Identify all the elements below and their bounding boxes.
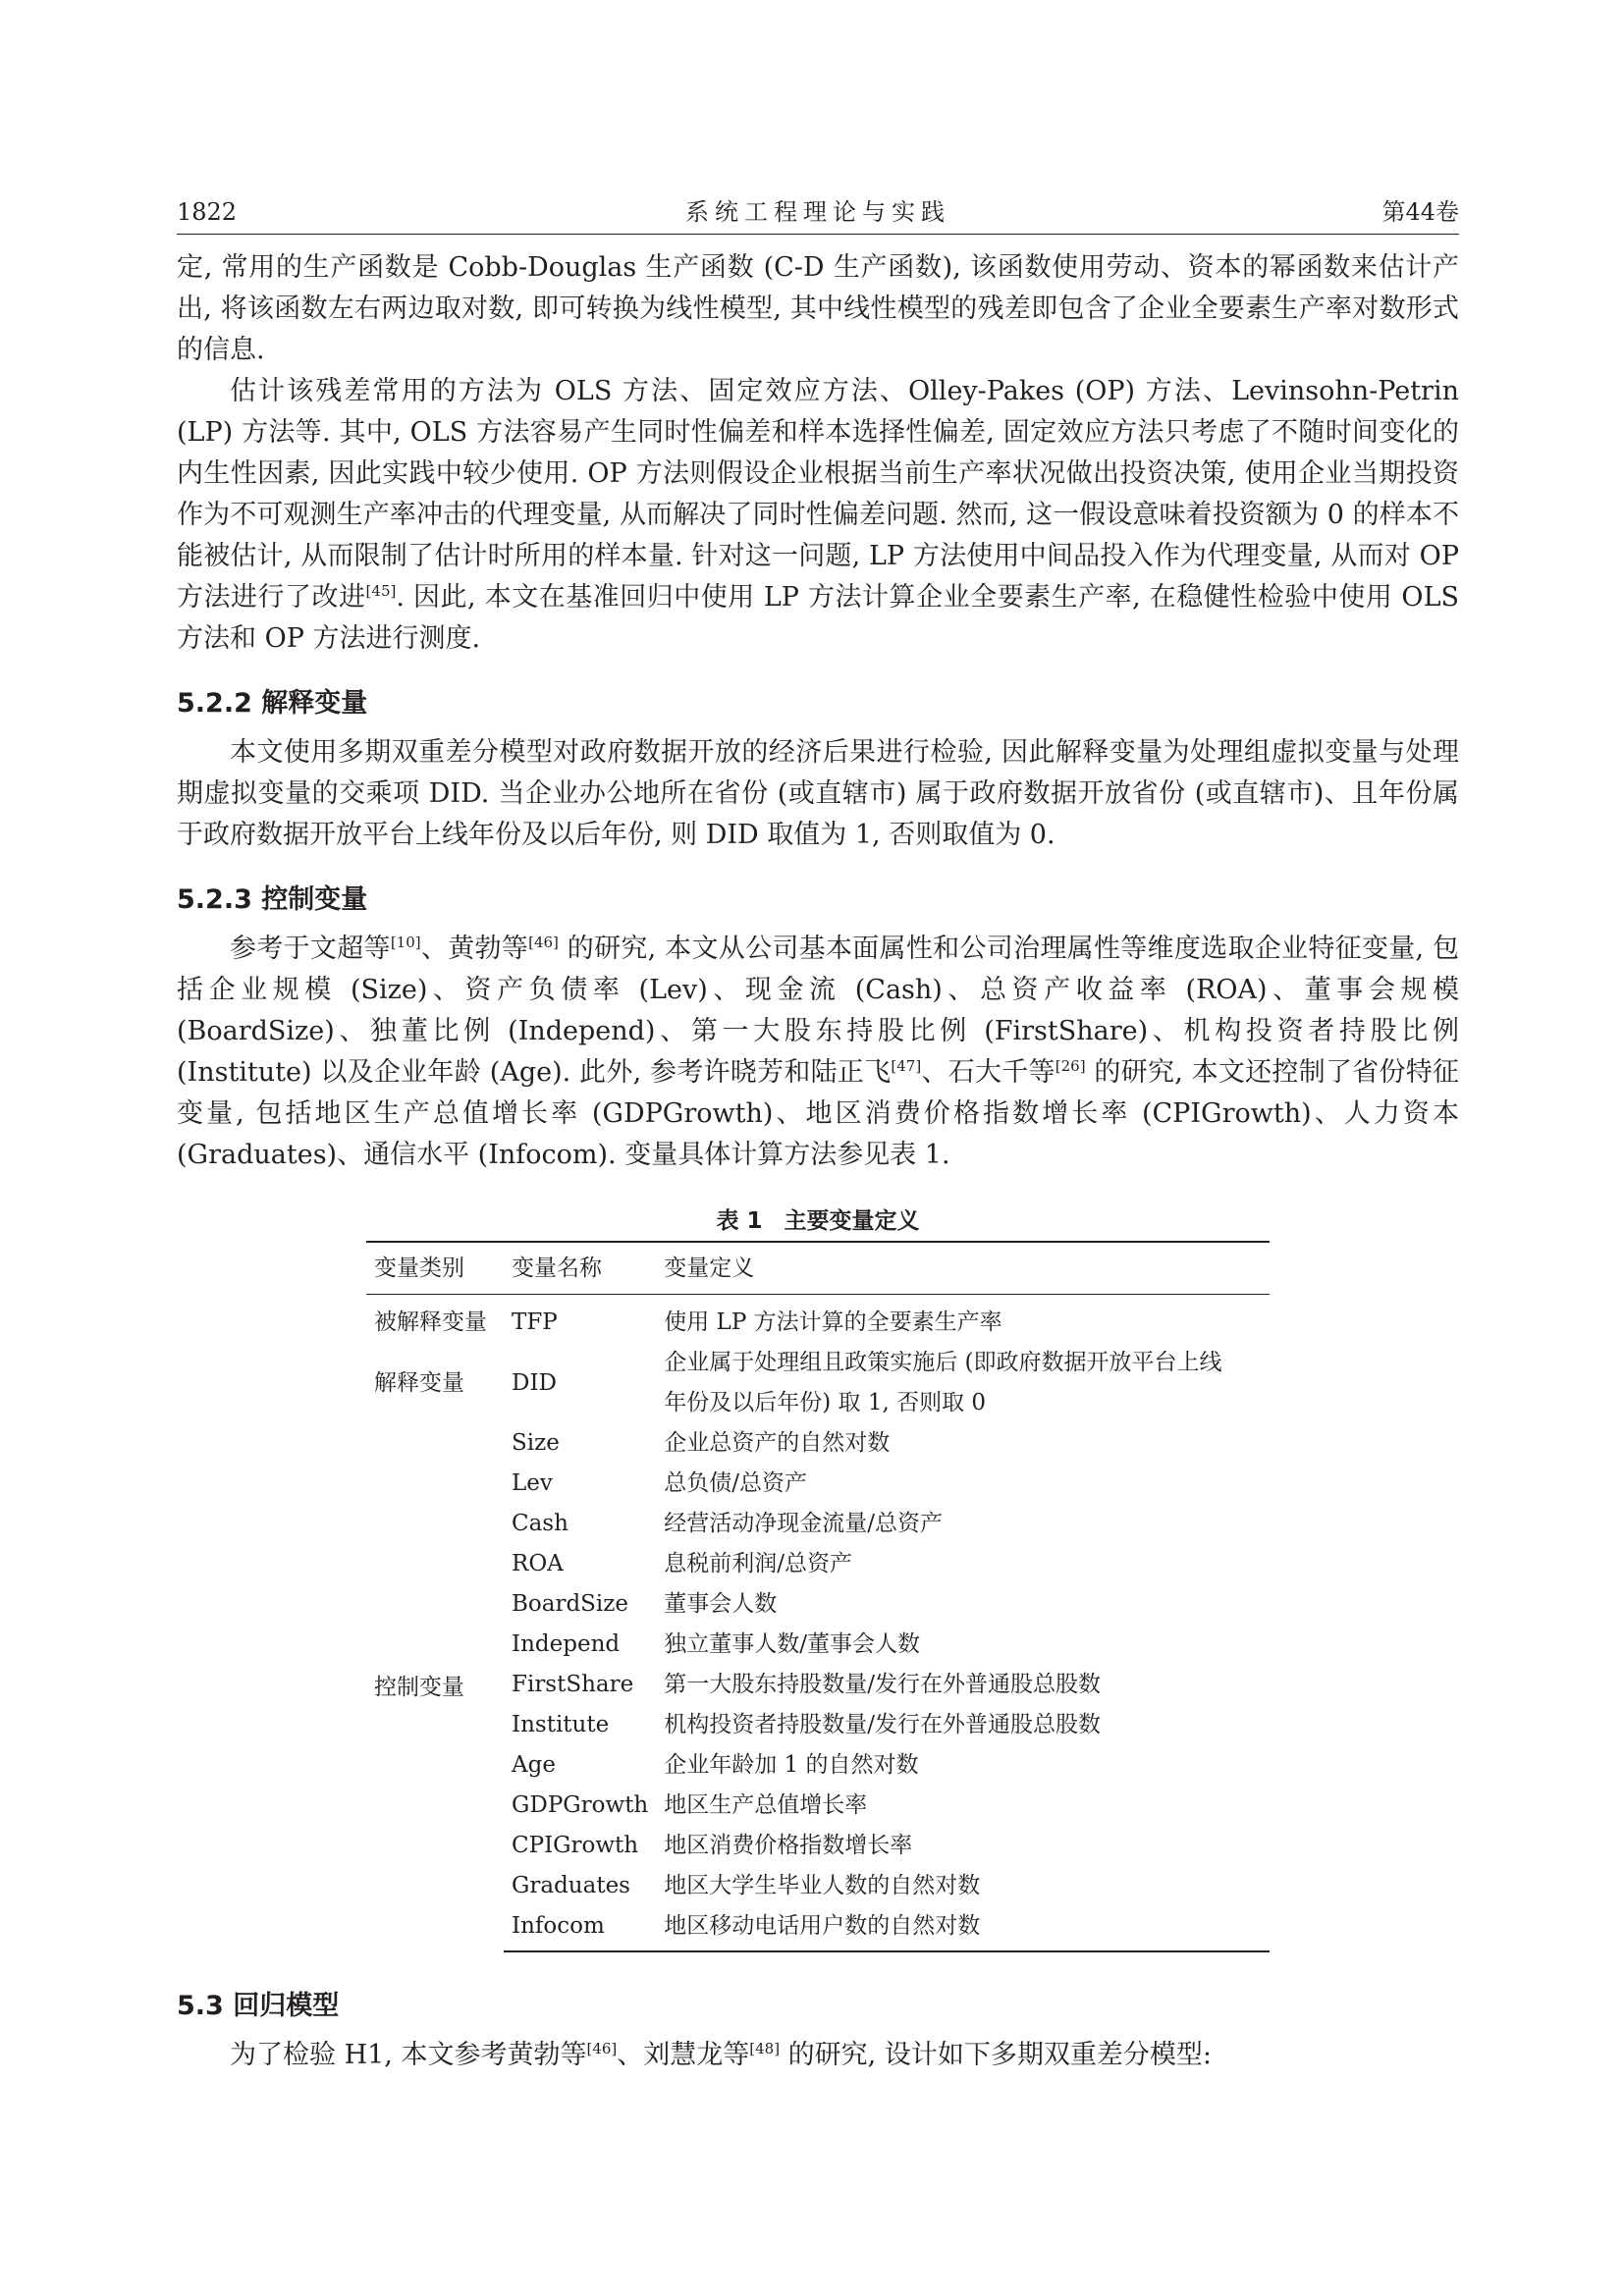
table-header-row xyxy=(366,1242,1270,1295)
cell-name: FirstShare xyxy=(512,1672,634,1697)
cell-definition: 机构投资者持股数量/发行在外普通股总股数 xyxy=(664,1712,1101,1737)
page-number: 1822 xyxy=(177,198,238,226)
cell-definition xyxy=(656,1343,1270,1423)
citation-10[interactable]: [10] xyxy=(390,934,421,951)
cell-definition: 董事会人数 xyxy=(664,1591,778,1617)
header-name: 变量名称 xyxy=(504,1242,656,1295)
paragraph-4-text-d: 、石大千等 xyxy=(921,1057,1056,1088)
cell-definition: 使用 LP 方法计算的全要素生产率 xyxy=(664,1309,1002,1335)
header-category: 变量类别 xyxy=(366,1242,504,1295)
cell-definition-line-2: 年份及以后年份) 取 1, 否则取 0 xyxy=(664,1390,987,1415)
paragraph-5-text-a: 为了检验 H1, 本文参考黄勃等 xyxy=(230,2040,587,2070)
paragraph-5 xyxy=(177,2035,1459,2076)
cell-definition: 独立董事人数/董事会人数 xyxy=(664,1631,920,1657)
section-heading-5-3: 5.3 回归模型 xyxy=(177,1991,340,2021)
cell-name: Size xyxy=(512,1430,560,1456)
section-heading-5-2-2: 5.2.2 解释变量 xyxy=(177,688,368,719)
cell-definition: 企业年龄加 1 的自然对数 xyxy=(664,1752,919,1778)
cell-name: GDPGrowth xyxy=(512,1792,649,1818)
cell-name: ROA xyxy=(512,1551,564,1576)
paragraph-3: 本文使用多期双重差分模型对政府数据开放的经济后果进行检验, 因此解释变量为处理组虚拟变量与处理期虚拟变量的交乘项 DID. 当企业办公地所在省份 (或直辖市) 属于政府数据开放省份 (或直辖市)、且年份属于政府数据开放平台上线年份及以后年份, 则 DID 取值为 1, 否则取值为 0. xyxy=(177,737,1459,850)
citation-48[interactable]: [48] xyxy=(749,2040,781,2057)
table-caption xyxy=(177,1205,1459,1237)
cell-definition: 地区消费价格指数增长率 xyxy=(664,1833,913,1858)
running-head xyxy=(177,192,1459,232)
table-row xyxy=(366,1423,1270,1464)
paragraph-4-text-c: 的研究, 本文从公司基本面属性和公司治理属性等维度选取企业特征变量, 包括企业规模 (Size)、资产负债率 (Lev)、现金流 (Cash)、总资产收益率 (ROA)、董事会规模 (BoardSize)、独董比例 (Independ)、第一大股东持股比例 (FirstShare)、机构投资者持股比例 (Institute) 以及企业年龄 (Age). 此外, 参考许晓芳和陆正飞 xyxy=(177,934,1460,1088)
cell-definition: 息税前利润/总资产 xyxy=(664,1551,852,1576)
cell-name: Age xyxy=(512,1752,556,1778)
cell-definition: 总负债/总资产 xyxy=(664,1470,807,1496)
citation-46[interactable]: [46] xyxy=(528,934,559,951)
cell-category: 解释变量 xyxy=(374,1369,464,1396)
paragraph-1: 定, 常用的生产函数是 Cobb-Douglas 生产函数 (C-D 生产函数), 该函数使用劳动、资本的幂函数来估计产出, 将该函数左右两边取对数, 即可转换为线性模型, 其中线性模型的残差即包含了企业全要素生产率对数形式的信息. xyxy=(177,252,1459,365)
table-number: 表 1 xyxy=(716,1208,763,1234)
cell-name: BoardSize xyxy=(512,1591,629,1617)
paragraph-4 xyxy=(177,929,1459,1176)
paragraph-5-text-c: 的研究, 设计如下多期双重差分模型: xyxy=(780,2040,1212,2070)
paragraph-4-text-e: 的研究, 本文还控制了省份特征变量, 包括地区生产总值增长率 (GDPGrowth)、地区消费价格指数增长率 (CPIGrowth)、人力资本 (Graduates)、通信水平 (Infocom). 变量具体计算方法参见表 1. xyxy=(177,1057,1460,1170)
paragraph-2 xyxy=(177,371,1459,660)
cell-definition: 第一大股东持股数量/发行在外普通股总股数 xyxy=(664,1672,1101,1697)
cell-definition: 地区移动电话用户数的自然对数 xyxy=(656,1906,1270,1951)
cell-definition: 企业总资产的自然对数 xyxy=(664,1430,891,1456)
variable-definition-table xyxy=(366,1241,1270,1952)
citation-46[interactable]: [46] xyxy=(586,2040,618,2057)
paragraph-5-text-b: 、刘慧龙等 xyxy=(617,2040,750,2070)
cell-name: Cash xyxy=(512,1511,568,1536)
cell-category-control: 控制变量 xyxy=(374,1674,464,1700)
citation-45[interactable]: [45] xyxy=(365,582,397,600)
cell-name: Graduates xyxy=(512,1873,630,1898)
header-definition: 变量定义 xyxy=(656,1242,1270,1295)
cell-name: Lev xyxy=(512,1470,553,1496)
header-rule xyxy=(177,234,1459,235)
journal-title: 系统工程理论与实践 xyxy=(685,198,950,226)
cell-name: DID xyxy=(512,1369,557,1396)
cell-definition: 经营活动净现金流量/总资产 xyxy=(664,1511,943,1536)
paragraph-2-text-a: 估计该残差常用的方法为 OLS 方法、固定效应方法、Olley-Pakes (OP) 方法、Levinsohn-Petrin (LP) 方法等. 其中, OLS 方法容易产生同时性偏差和样本选择性偏差, 固定效应方法只考虑了不随时间变化的内生性因素, 因此实践中较少使用. OP 方法则假设企业根据当前生产率状况做出投资决策, 使用企业当期投资作为不可观测生产率冲击的代理变量, 从而解决了同时性偏差问题. 然而, 这一假设意味着投资额为 0 的样本不能被估计, 从而限制了估计时所用的样本量. 针对这一问题, LP 方法使用中间品投入作为代理变量, 从而对 OP 方法进行了改进 xyxy=(177,376,1459,613)
body-text xyxy=(177,247,1459,2076)
citation-26[interactable]: [26] xyxy=(1055,1057,1086,1075)
citation-47[interactable]: [47] xyxy=(891,1057,922,1075)
cell-definition-line-1: 企业属于处理组且政策实施后 (即政府数据开放平台上线 xyxy=(664,1350,1222,1375)
table-row xyxy=(366,1295,1270,1344)
cell-category: 被解释变量 xyxy=(374,1309,487,1335)
table-row xyxy=(366,1343,1270,1423)
cell-name: TFP xyxy=(512,1309,558,1335)
cell-name: Independ xyxy=(512,1631,621,1657)
table-title: 主要变量定义 xyxy=(784,1208,920,1234)
paragraph-4-text-b: 、黄勃等 xyxy=(420,934,529,964)
paragraph-4-text-a: 参考于文超等 xyxy=(230,934,391,964)
paragraph-2-text-b: . 因此, 本文在基准回归中使用 LP 方法计算企业全要素生产率, 在稳健性检验中使用 OLS 方法和 OP 方法进行测度. xyxy=(177,582,1459,654)
section-heading-5-2-3: 5.2.3 控制变量 xyxy=(177,884,368,915)
cell-definition: 地区生产总值增长率 xyxy=(664,1792,868,1818)
volume-label: 第44卷 xyxy=(1381,198,1459,226)
cell-name: Infocom xyxy=(504,1906,656,1951)
cell-definition: 地区大学生毕业人数的自然对数 xyxy=(664,1873,981,1898)
cell-name: CPIGrowth xyxy=(512,1833,639,1858)
cell-name: Institute xyxy=(512,1712,610,1737)
